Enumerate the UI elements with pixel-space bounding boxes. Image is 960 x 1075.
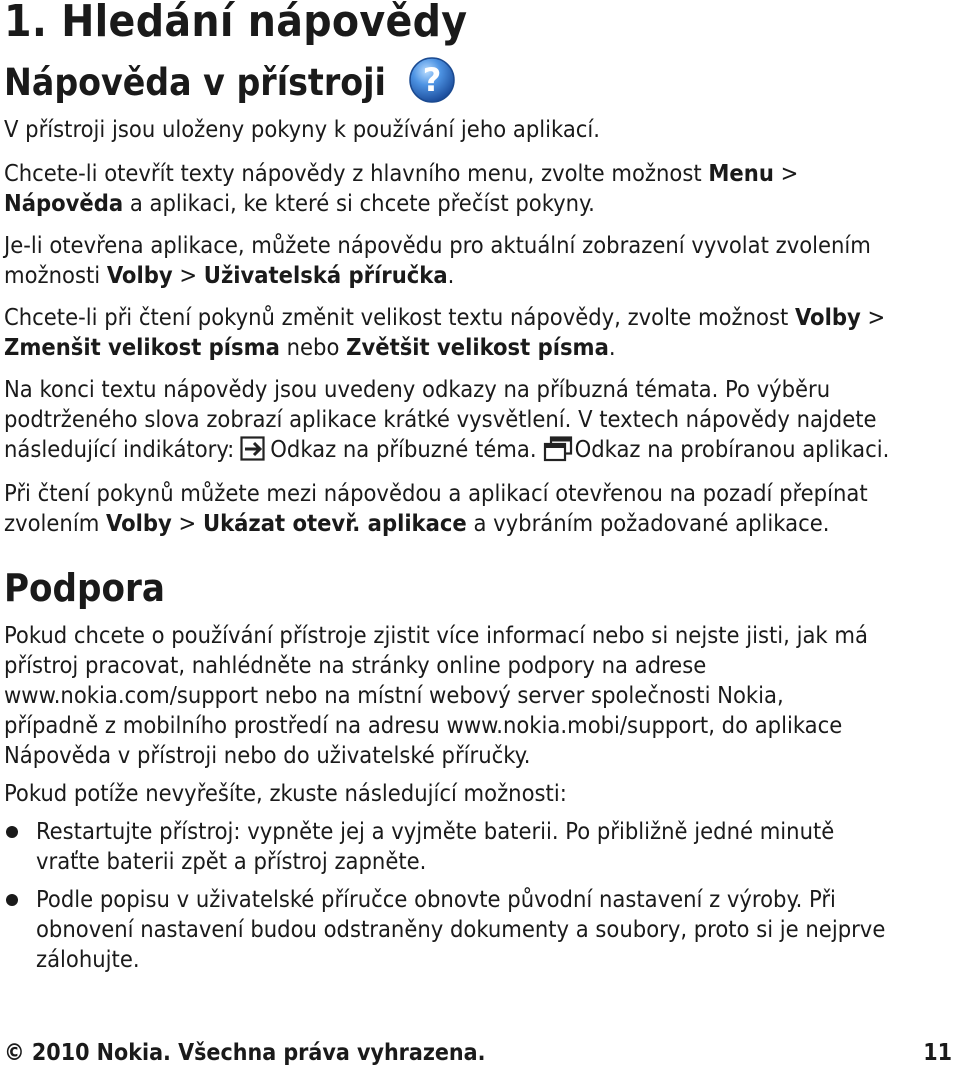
text-line: zvolením Volby > Ukázat otevř. aplikace a vybráním požadované aplikace.	[4, 509, 830, 537]
svg-text:?: ?	[422, 61, 442, 99]
text-line: podtrženého slova zobrazí aplikace krátké vysvětlení. V textech nápovědy najdete	[4, 405, 877, 433]
text-line: obnovení nastavení budou odstraněny dokumenty a soubory, proto si je nejprve	[36, 915, 886, 943]
windows-icon	[543, 436, 573, 469]
menu-option-increase-font: Zvětšit velikost písma	[346, 333, 609, 361]
text-line: následující indikátory: Odkaz na příbuzné téma. Odkaz na probíranou aplikaci.	[4, 434, 889, 464]
help-question-icon	[408, 56, 456, 104]
menu-option-decrease-font: Zmenšit velikost písma	[4, 333, 280, 361]
menu-option-user-guide: Uživatelská příručka	[203, 261, 448, 289]
paragraph-text-size	[4, 302, 885, 362]
menu-option-napoveda: Nápověda	[4, 189, 124, 217]
text-line: Na konci textu nápovědy jsou uvedeny odkazy na příbuzná témata. Po výběru	[4, 375, 831, 403]
paragraph-open-from-menu	[4, 158, 798, 218]
text-line: Při čtení pokynů můžete mezi nápovědou a aplikací otevřenou na pozadí přepínat	[4, 479, 868, 507]
page-number: 11	[923, 1040, 952, 1066]
paragraph-related-links	[4, 374, 889, 464]
menu-option-menu: Menu	[708, 159, 774, 187]
section-title-support: Podpora	[4, 566, 165, 610]
text-line: možnosti Volby > Uživatelská příručka.	[4, 261, 455, 289]
paragraph-troubleshoot-intro	[4, 778, 567, 808]
text-line: Nápověda v přístroji nebo do uživatelské příručky.	[4, 741, 531, 769]
text-line: www.nokia.com/support nebo na místní webový server společnosti Nokia,	[4, 681, 784, 709]
paragraph-intro	[4, 114, 600, 144]
list-item	[36, 816, 834, 876]
text-line: Je-li otevřena aplikace, můžete nápovědu pro aktuální zobrazení vyvolat zvolením	[4, 231, 871, 259]
section-title-help-text: Nápověda v přístroji	[4, 60, 386, 104]
text-line: Chcete-li otevřít texty nápovědy z hlavního menu, zvolte možnost Menu >	[4, 159, 799, 187]
paragraph-switch-apps	[4, 478, 868, 538]
paragraph-open-from-app	[4, 230, 871, 290]
text-line: vraťte baterii zpět a přístroj zapněte.	[36, 847, 427, 875]
section-title-help	[4, 58, 456, 106]
menu-option-volby: Volby	[106, 261, 173, 289]
text-line: zálohujte.	[36, 945, 140, 973]
menu-option-show-open-apps: Ukázat otevř. aplikace	[202, 509, 467, 537]
text-line: přístroj pracovat, nahlédněte na stránky online podpory na adrese	[4, 651, 707, 679]
text-line: Restartujte přístroj: vypněte jej a vyjměte baterii. Po přibližně jedné minutě	[36, 817, 835, 845]
text-line: Podle popisu v uživatelské příručce obnovte původní nastavení z výroby. Při	[36, 885, 836, 913]
text-line: V přístroji jsou uloženy pokyny k používání jeho aplikací.	[4, 115, 600, 143]
bullet-dot	[6, 826, 18, 838]
text-line: Pokud chcete o používání přístroje zjistit více informací nebo si nejste jisti, jak má	[4, 621, 868, 649]
menu-option-volby: Volby	[794, 303, 861, 331]
list-item	[36, 884, 885, 974]
menu-option-volby: Volby	[106, 509, 172, 537]
text-line: Pokud potíže nevyřešíte, zkuste následující možnosti:	[4, 779, 567, 807]
paragraph-support-info	[4, 620, 868, 770]
chapter-title: 1. Hledání nápovědy	[4, 0, 468, 47]
footer-copyright: © 2010 Nokia. Všechna práva vyhrazena.	[4, 1040, 486, 1066]
text-line: Zmenšit velikost písma nebo Zvětšit velikost písma.	[4, 333, 616, 361]
text-line: Chcete-li při čtení pokynů změnit velikost textu nápovědy, zvolte možnost Volby >	[4, 303, 886, 331]
text-line: Nápověda a aplikaci, ke které si chcete přečíst pokyny.	[4, 189, 595, 217]
link-arrow-icon	[240, 436, 268, 469]
bullet-dot	[6, 894, 18, 906]
text-line: případně z mobilního prostředí na adresu www.nokia.mobi/support, do aplikace	[4, 711, 843, 739]
